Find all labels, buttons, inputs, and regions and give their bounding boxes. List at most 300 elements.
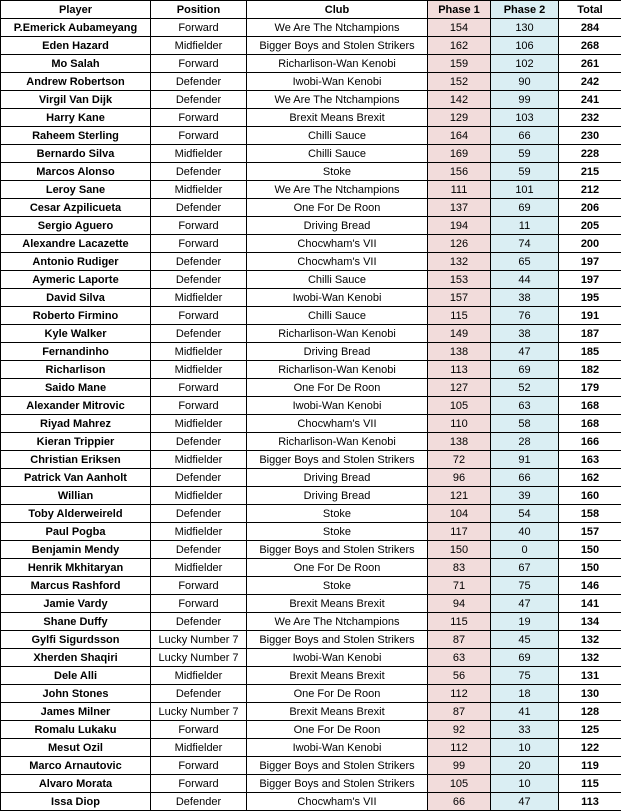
phase1-cell: 121 bbox=[428, 487, 491, 505]
player-cell: Marcos Alonso bbox=[1, 163, 151, 181]
position-cell: Forward bbox=[151, 109, 247, 127]
table-row bbox=[1, 559, 621, 577]
total-cell: 268 bbox=[559, 37, 621, 55]
phase1-cell: 105 bbox=[428, 397, 491, 415]
position-cell: Lucky Number 7 bbox=[151, 703, 247, 721]
header-phase1: Phase 1 bbox=[428, 1, 491, 19]
club-cell: Brexit Means Brexit bbox=[247, 667, 428, 685]
club-cell: One For De Roon bbox=[247, 199, 428, 217]
table-row bbox=[1, 631, 621, 649]
table-row bbox=[1, 127, 621, 145]
player-cell: Raheem Sterling bbox=[1, 127, 151, 145]
position-cell: Forward bbox=[151, 577, 247, 595]
header-row bbox=[1, 1, 621, 19]
player-cell: Patrick Van Aanholt bbox=[1, 469, 151, 487]
club-cell: Iwobi-Wan Kenobi bbox=[247, 73, 428, 91]
club-cell: Driving Bread bbox=[247, 217, 428, 235]
player-cell: Mo Salah bbox=[1, 55, 151, 73]
total-cell: 125 bbox=[559, 721, 621, 739]
header-club: Club bbox=[247, 1, 428, 19]
total-cell: 215 bbox=[559, 163, 621, 181]
total-cell: 132 bbox=[559, 649, 621, 667]
position-cell: Midfielder bbox=[151, 415, 247, 433]
table-row bbox=[1, 361, 621, 379]
player-cell: Leroy Sane bbox=[1, 181, 151, 199]
phase2-cell: 75 bbox=[491, 667, 559, 685]
position-cell: Defender bbox=[151, 163, 247, 181]
player-cell: Mesut Ozil bbox=[1, 739, 151, 757]
player-cell: James Milner bbox=[1, 703, 151, 721]
club-cell: One For De Roon bbox=[247, 721, 428, 739]
phase2-cell: 33 bbox=[491, 721, 559, 739]
club-cell: Brexit Means Brexit bbox=[247, 703, 428, 721]
position-cell: Defender bbox=[151, 541, 247, 559]
position-cell: Midfielder bbox=[151, 667, 247, 685]
phase2-cell: 38 bbox=[491, 289, 559, 307]
total-cell: 115 bbox=[559, 775, 621, 793]
position-cell: Forward bbox=[151, 757, 247, 775]
club-cell: Bigger Boys and Stolen Strikers bbox=[247, 541, 428, 559]
player-cell: Xherden Shaqiri bbox=[1, 649, 151, 667]
position-cell: Defender bbox=[151, 433, 247, 451]
player-cell: Marco Arnautovic bbox=[1, 757, 151, 775]
total-cell: 205 bbox=[559, 217, 621, 235]
position-cell: Forward bbox=[151, 379, 247, 397]
total-cell: 195 bbox=[559, 289, 621, 307]
table-row bbox=[1, 577, 621, 595]
club-cell: Richarlison-Wan Kenobi bbox=[247, 361, 428, 379]
total-cell: 206 bbox=[559, 199, 621, 217]
phase2-cell: 28 bbox=[491, 433, 559, 451]
club-cell: Chilli Sauce bbox=[247, 127, 428, 145]
phase1-cell: 112 bbox=[428, 739, 491, 757]
total-cell: 182 bbox=[559, 361, 621, 379]
phase1-cell: 113 bbox=[428, 361, 491, 379]
player-cell: Paul Pogba bbox=[1, 523, 151, 541]
header-phase2: Phase 2 bbox=[491, 1, 559, 19]
player-cell: Marcus Rashford bbox=[1, 577, 151, 595]
table-row bbox=[1, 757, 621, 775]
total-cell: 160 bbox=[559, 487, 621, 505]
club-cell: Chilli Sauce bbox=[247, 145, 428, 163]
phase1-cell: 169 bbox=[428, 145, 491, 163]
phase2-cell: 69 bbox=[491, 649, 559, 667]
table-row bbox=[1, 325, 621, 343]
phase1-cell: 94 bbox=[428, 595, 491, 613]
phase1-cell: 154 bbox=[428, 19, 491, 37]
position-cell: Forward bbox=[151, 595, 247, 613]
club-cell: Driving Bread bbox=[247, 469, 428, 487]
phase2-cell: 69 bbox=[491, 199, 559, 217]
player-cell: Alexandre Lacazette bbox=[1, 235, 151, 253]
club-cell: One For De Roon bbox=[247, 685, 428, 703]
phase2-cell: 130 bbox=[491, 19, 559, 37]
player-cell: Dele Alli bbox=[1, 667, 151, 685]
phase2-cell: 99 bbox=[491, 91, 559, 109]
phase1-cell: 71 bbox=[428, 577, 491, 595]
phase1-cell: 87 bbox=[428, 703, 491, 721]
player-cell: Christian Eriksen bbox=[1, 451, 151, 469]
header-position: Position bbox=[151, 1, 247, 19]
club-cell: One For De Roon bbox=[247, 379, 428, 397]
phase1-cell: 105 bbox=[428, 775, 491, 793]
phase1-cell: 115 bbox=[428, 613, 491, 631]
phase1-cell: 83 bbox=[428, 559, 491, 577]
table-row bbox=[1, 253, 621, 271]
player-cell: Kyle Walker bbox=[1, 325, 151, 343]
phase2-cell: 38 bbox=[491, 325, 559, 343]
table-row bbox=[1, 775, 621, 793]
club-cell: Richarlison-Wan Kenobi bbox=[247, 55, 428, 73]
player-cell: Jamie Vardy bbox=[1, 595, 151, 613]
phase2-cell: 91 bbox=[491, 451, 559, 469]
phase1-cell: 96 bbox=[428, 469, 491, 487]
phase2-cell: 90 bbox=[491, 73, 559, 91]
phase2-cell: 18 bbox=[491, 685, 559, 703]
position-cell: Midfielder bbox=[151, 559, 247, 577]
phase1-cell: 72 bbox=[428, 451, 491, 469]
phase1-cell: 132 bbox=[428, 253, 491, 271]
phase1-cell: 127 bbox=[428, 379, 491, 397]
player-cell: Shane Duffy bbox=[1, 613, 151, 631]
player-cell: Roberto Firmino bbox=[1, 307, 151, 325]
position-cell: Midfielder bbox=[151, 181, 247, 199]
total-cell: 168 bbox=[559, 397, 621, 415]
phase2-cell: 101 bbox=[491, 181, 559, 199]
position-cell: Forward bbox=[151, 775, 247, 793]
player-cell: Alexander Mitrovic bbox=[1, 397, 151, 415]
club-cell: Stoke bbox=[247, 505, 428, 523]
table-row bbox=[1, 721, 621, 739]
table-row bbox=[1, 541, 621, 559]
phase2-cell: 41 bbox=[491, 703, 559, 721]
player-cell: Sergio Aguero bbox=[1, 217, 151, 235]
table-row bbox=[1, 667, 621, 685]
table-row bbox=[1, 685, 621, 703]
table-row bbox=[1, 271, 621, 289]
table-row bbox=[1, 37, 621, 55]
phase1-cell: 111 bbox=[428, 181, 491, 199]
club-cell: Chilli Sauce bbox=[247, 271, 428, 289]
total-cell: 131 bbox=[559, 667, 621, 685]
total-cell: 228 bbox=[559, 145, 621, 163]
total-cell: 284 bbox=[559, 19, 621, 37]
phase1-cell: 157 bbox=[428, 289, 491, 307]
table-row bbox=[1, 145, 621, 163]
total-cell: 232 bbox=[559, 109, 621, 127]
phase1-cell: 156 bbox=[428, 163, 491, 181]
total-cell: 162 bbox=[559, 469, 621, 487]
total-cell: 132 bbox=[559, 631, 621, 649]
phase1-cell: 149 bbox=[428, 325, 491, 343]
club-cell: Stoke bbox=[247, 523, 428, 541]
position-cell: Defender bbox=[151, 469, 247, 487]
club-cell: We Are The Ntchampions bbox=[247, 91, 428, 109]
player-cell: Bernardo Silva bbox=[1, 145, 151, 163]
position-cell: Forward bbox=[151, 397, 247, 415]
phase1-cell: 99 bbox=[428, 757, 491, 775]
position-cell: Midfielder bbox=[151, 487, 247, 505]
total-cell: 150 bbox=[559, 541, 621, 559]
phase2-cell: 103 bbox=[491, 109, 559, 127]
total-cell: 141 bbox=[559, 595, 621, 613]
phase2-cell: 66 bbox=[491, 469, 559, 487]
phase2-cell: 67 bbox=[491, 559, 559, 577]
club-cell: Bigger Boys and Stolen Strikers bbox=[247, 451, 428, 469]
table-row bbox=[1, 109, 621, 127]
club-cell: Bigger Boys and Stolen Strikers bbox=[247, 757, 428, 775]
phase1-cell: 164 bbox=[428, 127, 491, 145]
phase2-cell: 39 bbox=[491, 487, 559, 505]
phase2-cell: 44 bbox=[491, 271, 559, 289]
total-cell: 134 bbox=[559, 613, 621, 631]
player-cell: Andrew Robertson bbox=[1, 73, 151, 91]
player-cell: Alvaro Morata bbox=[1, 775, 151, 793]
player-cell: Gylfi Sigurdsson bbox=[1, 631, 151, 649]
phase1-cell: 56 bbox=[428, 667, 491, 685]
phase2-cell: 58 bbox=[491, 415, 559, 433]
total-cell: 119 bbox=[559, 757, 621, 775]
table-row bbox=[1, 181, 621, 199]
phase1-cell: 138 bbox=[428, 343, 491, 361]
position-cell: Defender bbox=[151, 505, 247, 523]
phase2-cell: 65 bbox=[491, 253, 559, 271]
table-row bbox=[1, 739, 621, 757]
position-cell: Defender bbox=[151, 271, 247, 289]
total-cell: 197 bbox=[559, 271, 621, 289]
phase1-cell: 115 bbox=[428, 307, 491, 325]
total-cell: 128 bbox=[559, 703, 621, 721]
phase1-cell: 137 bbox=[428, 199, 491, 217]
player-cell: Antonio Rudiger bbox=[1, 253, 151, 271]
phase2-cell: 69 bbox=[491, 361, 559, 379]
total-cell: 150 bbox=[559, 559, 621, 577]
player-cell: Romalu Lukaku bbox=[1, 721, 151, 739]
club-cell: Brexit Means Brexit bbox=[247, 109, 428, 127]
phase2-cell: 10 bbox=[491, 739, 559, 757]
phase2-cell: 45 bbox=[491, 631, 559, 649]
table-row bbox=[1, 649, 621, 667]
phase1-cell: 104 bbox=[428, 505, 491, 523]
phase1-cell: 129 bbox=[428, 109, 491, 127]
table-row bbox=[1, 487, 621, 505]
player-cell: Willian bbox=[1, 487, 151, 505]
phase1-cell: 92 bbox=[428, 721, 491, 739]
total-cell: 113 bbox=[559, 793, 621, 811]
club-cell: Chocwham's VII bbox=[247, 415, 428, 433]
position-cell: Defender bbox=[151, 91, 247, 109]
position-cell: Lucky Number 7 bbox=[151, 631, 247, 649]
club-cell: Iwobi-Wan Kenobi bbox=[247, 289, 428, 307]
club-cell: Chilli Sauce bbox=[247, 307, 428, 325]
phase2-cell: 20 bbox=[491, 757, 559, 775]
player-cell: Kieran Trippier bbox=[1, 433, 151, 451]
table-row bbox=[1, 163, 621, 181]
total-cell: 179 bbox=[559, 379, 621, 397]
phase2-cell: 52 bbox=[491, 379, 559, 397]
position-cell: Defender bbox=[151, 199, 247, 217]
club-cell: Bigger Boys and Stolen Strikers bbox=[247, 775, 428, 793]
phase2-cell: 54 bbox=[491, 505, 559, 523]
position-cell: Midfielder bbox=[151, 451, 247, 469]
club-cell: Bigger Boys and Stolen Strikers bbox=[247, 631, 428, 649]
phase1-cell: 66 bbox=[428, 793, 491, 811]
table-row bbox=[1, 289, 621, 307]
position-cell: Midfielder bbox=[151, 145, 247, 163]
table-row bbox=[1, 613, 621, 631]
position-cell: Lucky Number 7 bbox=[151, 649, 247, 667]
phase2-cell: 10 bbox=[491, 775, 559, 793]
player-cell: Virgil Van Dijk bbox=[1, 91, 151, 109]
table-row bbox=[1, 19, 621, 37]
table-row bbox=[1, 55, 621, 73]
phase2-cell: 102 bbox=[491, 55, 559, 73]
club-cell: Iwobi-Wan Kenobi bbox=[247, 397, 428, 415]
player-cell: Saido Mane bbox=[1, 379, 151, 397]
phase1-cell: 126 bbox=[428, 235, 491, 253]
phase2-cell: 0 bbox=[491, 541, 559, 559]
position-cell: Forward bbox=[151, 217, 247, 235]
table-row bbox=[1, 595, 621, 613]
table-row bbox=[1, 415, 621, 433]
position-cell: Defender bbox=[151, 253, 247, 271]
club-cell: Chocwham's VII bbox=[247, 793, 428, 811]
phase2-cell: 66 bbox=[491, 127, 559, 145]
table-row bbox=[1, 73, 621, 91]
player-cell: David Silva bbox=[1, 289, 151, 307]
player-cell: Riyad Mahrez bbox=[1, 415, 151, 433]
table-row bbox=[1, 451, 621, 469]
phase1-cell: 150 bbox=[428, 541, 491, 559]
club-cell: We Are The Ntchampions bbox=[247, 19, 428, 37]
table-row bbox=[1, 91, 621, 109]
header-player: Player bbox=[1, 1, 151, 19]
position-cell: Midfielder bbox=[151, 523, 247, 541]
phase1-cell: 138 bbox=[428, 433, 491, 451]
position-cell: Forward bbox=[151, 721, 247, 739]
phase2-cell: 63 bbox=[491, 397, 559, 415]
phase1-cell: 153 bbox=[428, 271, 491, 289]
club-cell: Chocwham's VII bbox=[247, 253, 428, 271]
player-cell: Aymeric Laporte bbox=[1, 271, 151, 289]
player-cell: Richarlison bbox=[1, 361, 151, 379]
position-cell: Defender bbox=[151, 325, 247, 343]
club-cell: Richarlison-Wan Kenobi bbox=[247, 433, 428, 451]
position-cell: Forward bbox=[151, 235, 247, 253]
total-cell: 163 bbox=[559, 451, 621, 469]
phase2-cell: 59 bbox=[491, 163, 559, 181]
player-cell: Harry Kane bbox=[1, 109, 151, 127]
total-cell: 168 bbox=[559, 415, 621, 433]
phase2-cell: 11 bbox=[491, 217, 559, 235]
total-cell: 212 bbox=[559, 181, 621, 199]
phase1-cell: 112 bbox=[428, 685, 491, 703]
player-cell: P.Emerick Aubameyang bbox=[1, 19, 151, 37]
total-cell: 158 bbox=[559, 505, 621, 523]
player-cell: Benjamin Mendy bbox=[1, 541, 151, 559]
position-cell: Midfielder bbox=[151, 343, 247, 361]
player-cell: Issa Diop bbox=[1, 793, 151, 811]
position-cell: Midfielder bbox=[151, 37, 247, 55]
total-cell: 122 bbox=[559, 739, 621, 757]
phase2-cell: 47 bbox=[491, 595, 559, 613]
club-cell: One For De Roon bbox=[247, 559, 428, 577]
position-cell: Defender bbox=[151, 685, 247, 703]
table-row bbox=[1, 235, 621, 253]
table-row bbox=[1, 433, 621, 451]
position-cell: Forward bbox=[151, 307, 247, 325]
position-cell: Forward bbox=[151, 55, 247, 73]
position-cell: Forward bbox=[151, 19, 247, 37]
position-cell: Midfielder bbox=[151, 361, 247, 379]
phase1-cell: 142 bbox=[428, 91, 491, 109]
table-row bbox=[1, 793, 621, 811]
club-cell: Iwobi-Wan Kenobi bbox=[247, 739, 428, 757]
player-cell: Cesar Azpilicueta bbox=[1, 199, 151, 217]
player-cell: Fernandinho bbox=[1, 343, 151, 361]
header-total: Total bbox=[559, 1, 621, 19]
phase1-cell: 63 bbox=[428, 649, 491, 667]
club-cell: Richarlison-Wan Kenobi bbox=[247, 325, 428, 343]
phase1-cell: 110 bbox=[428, 415, 491, 433]
total-cell: 185 bbox=[559, 343, 621, 361]
total-cell: 130 bbox=[559, 685, 621, 703]
phase1-cell: 159 bbox=[428, 55, 491, 73]
table-row bbox=[1, 523, 621, 541]
club-cell: Chocwham's VII bbox=[247, 235, 428, 253]
total-cell: 242 bbox=[559, 73, 621, 91]
phase1-cell: 87 bbox=[428, 631, 491, 649]
total-cell: 187 bbox=[559, 325, 621, 343]
player-cell: Henrik Mkhitaryan bbox=[1, 559, 151, 577]
total-cell: 230 bbox=[559, 127, 621, 145]
table-row bbox=[1, 505, 621, 523]
phase1-cell: 162 bbox=[428, 37, 491, 55]
phase2-cell: 47 bbox=[491, 343, 559, 361]
total-cell: 157 bbox=[559, 523, 621, 541]
phase2-cell: 76 bbox=[491, 307, 559, 325]
club-cell: Stoke bbox=[247, 577, 428, 595]
total-cell: 191 bbox=[559, 307, 621, 325]
table-row bbox=[1, 397, 621, 415]
club-cell: Stoke bbox=[247, 163, 428, 181]
club-cell: Bigger Boys and Stolen Strikers bbox=[247, 37, 428, 55]
table-row bbox=[1, 703, 621, 721]
total-cell: 241 bbox=[559, 91, 621, 109]
phase1-cell: 152 bbox=[428, 73, 491, 91]
position-cell: Defender bbox=[151, 793, 247, 811]
phase1-cell: 117 bbox=[428, 523, 491, 541]
table-row bbox=[1, 307, 621, 325]
position-cell: Defender bbox=[151, 73, 247, 91]
table-row bbox=[1, 199, 621, 217]
club-cell: Iwobi-Wan Kenobi bbox=[247, 649, 428, 667]
phase2-cell: 19 bbox=[491, 613, 559, 631]
table-row bbox=[1, 217, 621, 235]
player-cell: Toby Alderweireld bbox=[1, 505, 151, 523]
table-row bbox=[1, 343, 621, 361]
position-cell: Midfielder bbox=[151, 739, 247, 757]
position-cell: Forward bbox=[151, 127, 247, 145]
club-cell: Driving Bread bbox=[247, 343, 428, 361]
phase2-cell: 40 bbox=[491, 523, 559, 541]
club-cell: Driving Bread bbox=[247, 487, 428, 505]
phase2-cell: 74 bbox=[491, 235, 559, 253]
total-cell: 200 bbox=[559, 235, 621, 253]
player-cell: John Stones bbox=[1, 685, 151, 703]
total-cell: 197 bbox=[559, 253, 621, 271]
table-row bbox=[1, 469, 621, 487]
